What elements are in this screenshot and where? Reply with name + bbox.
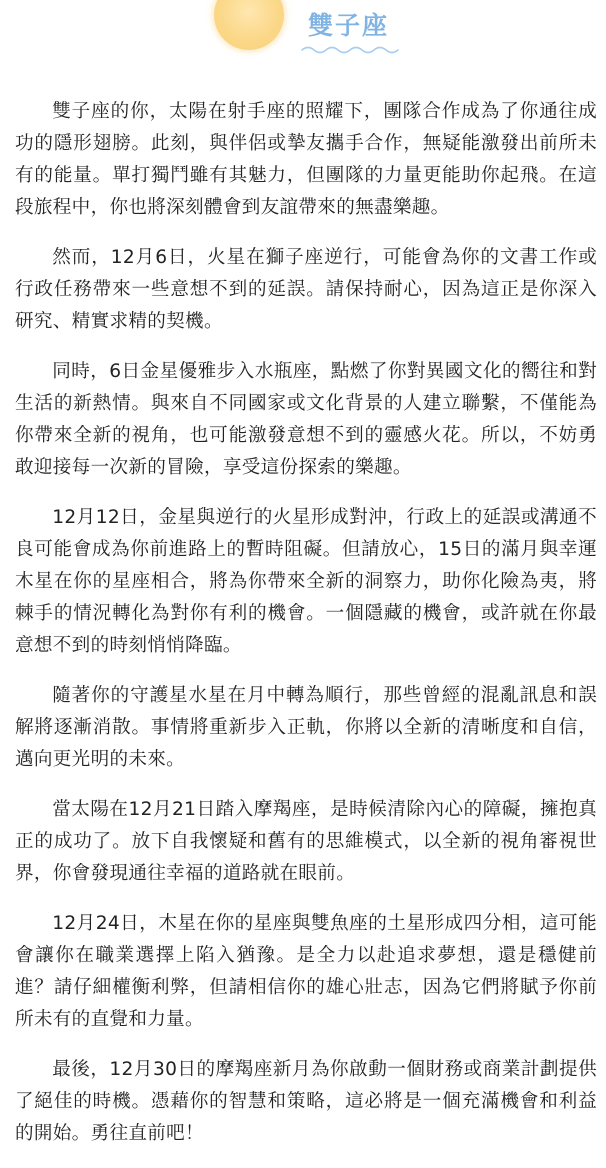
page-title: 雙子座 (308, 11, 390, 40)
paragraph-dec-24: 12月24日，木星在你的星座與雙魚座的土星形成四分相，這可能會讓你在職業選擇上陷入猶豫。是全力以赴追求夢想，還是穩健前進？請仔細權衡利弊，但請相信你的雄心壯志，因為它們將賦予你前所未有的直覺和力量。 (15, 913, 597, 1030)
paragraph-mars-retrograde: 然而，12月6日，火星在獅子座逆行，可能會為你的文書工作或行政任務帶來一些意想不到的延誤。請保持耐心，因為這正是你深入研究、精實求精的契機。 (15, 247, 597, 332)
paragraph-intro: 雙子座的你，太陽在射手座的照耀下，團隊合作成為了你通往成功的隱形翅膀。此刻，與伴侶或摯友攜手合作，無疑能激發出前所未有的能量。單打獨鬥雖有其魅力，但團隊的力量更能助你起飛。在這段旅程中，你也將深刻體會到友誼帶來的無盡樂趣。 (15, 101, 597, 218)
header (0, 0, 606, 70)
sun-decoration (214, 0, 284, 50)
wave-underline-icon (300, 43, 404, 55)
paragraph-dec-12: 12月12日，金星與逆行的火星形成對沖，行政上的延誤或溝通不良可能會成為你前進路上的暫時阻礙。但請放心，15日的滿月與幸運木星在你的星座相合，將為你帶來全新的洞察力，助你化險為夷，將棘手的情況轉化為對你有利的機會。一個隱藏的機會，或許就在你最意想不到的時刻悄悄降臨。 (15, 507, 597, 656)
paragraph-mercury-direct: 隨著你的守護星水星在月中轉為順行，那些曾經的混亂訊息和誤解將逐漸消散。事情將重新步入正軌，你將以全新的清晰度和自信，邁向更光明的未來。 (15, 685, 597, 770)
article-body (15, 96, 597, 1168)
paragraph-venus-aquarius: 同時，6日金星優雅步入水瓶座，點燃了你對異國文化的嚮往和對生活的新熱情。與來自不同國家或文化背景的人建立聯繫，不僅能為你帶來全新的視角，也可能激發意想不到的靈感火花。所以，不妨勇敢迎接每一次新的冒險，享受這份探索的樂趣。 (15, 361, 597, 478)
paragraph-sun-capricorn: 當太陽在12月21日踏入摩羯座，是時候清除內心的障礙，擁抱真正的成功了。放下自我懷疑和舊有的思維模式，以全新的視角審視世界，你會發現通往幸福的道路就在眼前。 (15, 799, 597, 884)
paragraph-new-moon: 最後，12月30日的摩羯座新月為你啟動一個財務或商業計劃提供了絕佳的時機。憑藉你的智慧和策略，這必將是一個充滿機會和利益的開始。勇往直前吧！ (15, 1059, 597, 1144)
